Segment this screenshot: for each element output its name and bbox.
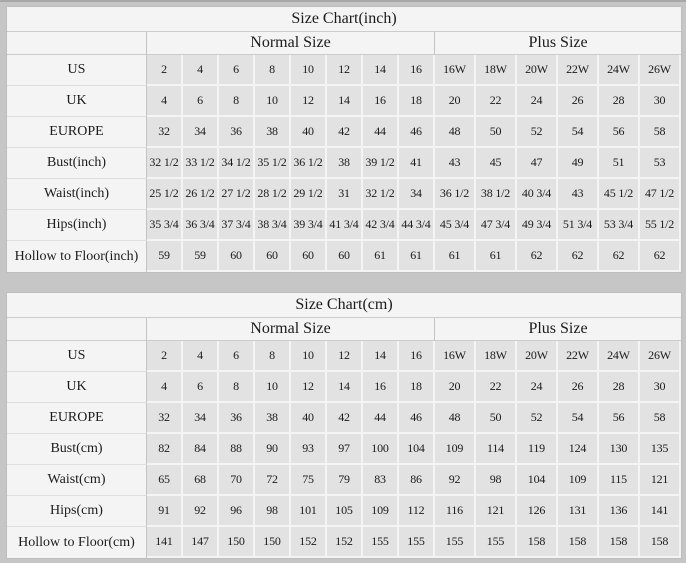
size-cell: 44 [363,117,399,148]
size-cell: 60 [291,241,327,272]
size-cell: 16 [363,86,399,117]
size-cell: 61 [399,241,435,272]
size-cell: 84 [183,434,219,465]
size-cell: 20 [435,372,476,403]
size-cell: 150 [255,527,291,558]
size-cell: 40 [291,403,327,434]
size-cell: 59 [183,241,219,272]
size-cell: 28 1/2 [255,179,291,210]
size-cell: 52 [517,403,558,434]
column-group-plus-size: Plus Size [435,318,681,341]
size-cell: 10 [255,86,291,117]
size-cell: 44 3/4 [399,210,435,241]
size-cell: 47 3/4 [476,210,517,241]
size-cell: 104 [517,465,558,496]
size-cell: 49 [558,148,599,179]
size-cell: 10 [255,372,291,403]
size-cell: 16 [399,341,435,372]
size-cell: 62 [517,241,558,272]
column-group-row [7,318,681,341]
size-cell: 152 [327,527,363,558]
size-cell: 86 [399,465,435,496]
size-cell: 35 1/2 [255,148,291,179]
size-charts-container [0,2,686,563]
size-cell: 115 [599,465,640,496]
column-group-plus-size: Plus Size [435,32,681,55]
size-cell: 28 [599,372,640,403]
size-cell: 104 [399,434,435,465]
size-cell: 39 3/4 [291,210,327,241]
size-cell: 131 [558,496,599,527]
size-cell: 18 [399,86,435,117]
size-cell: 2 [147,55,183,86]
size-cell: 42 [327,403,363,434]
size-cell: 42 [327,117,363,148]
size-cell: 135 [640,434,681,465]
size-cell: 35 3/4 [147,210,183,241]
row-label: Waist(inch) [7,179,147,210]
size-cell: 24 [517,372,558,403]
size-cell: 158 [599,527,640,558]
size-cell: 50 [476,117,517,148]
size-cell: 42 3/4 [363,210,399,241]
size-cell: 101 [291,496,327,527]
size-cell: 38 [327,148,363,179]
title-row [7,7,681,32]
table-row-waist-cm [7,465,681,496]
size-cell: 158 [558,527,599,558]
size-cell: 29 1/2 [291,179,327,210]
size-cell: 8 [255,55,291,86]
size-cell: 46 [399,403,435,434]
size-cell: 91 [147,496,183,527]
size-cell: 6 [183,372,219,403]
size-cell: 26W [640,55,681,86]
size-cell: 155 [399,527,435,558]
size-cell: 18 [399,372,435,403]
size-cell: 62 [558,241,599,272]
size-cell: 50 [476,403,517,434]
size-cell: 56 [599,403,640,434]
size-cell: 61 [435,241,476,272]
row-label: Waist(cm) [7,465,147,496]
size-cell: 109 [435,434,476,465]
size-cell: 34 [183,403,219,434]
size-cell: 14 [327,86,363,117]
size-cell: 22W [558,55,599,86]
table-row-europe [7,403,681,434]
size-cell: 20W [517,341,558,372]
size-cell: 158 [640,527,681,558]
row-label: Hips(inch) [7,210,147,241]
size-cell: 22W [558,341,599,372]
size-cell: 45 [476,148,517,179]
size-cell: 92 [435,465,476,496]
table-row-hips-cm [7,496,681,527]
size-cell: 14 [327,372,363,403]
column-group-normal-size: Normal Size [147,32,435,55]
size-cell: 33 1/2 [183,148,219,179]
size-cell: 54 [558,403,599,434]
size-cell: 34 [183,117,219,148]
size-cell: 32 [147,117,183,148]
size-cell: 30 [640,372,681,403]
size-cell: 82 [147,434,183,465]
size-cell: 54 [558,117,599,148]
size-cell: 16W [435,341,476,372]
size-cell: 43 [558,179,599,210]
size-cell: 22 [476,86,517,117]
size-cell: 14 [363,341,399,372]
size-cell: 8 [255,341,291,372]
size-cell: 4 [147,372,183,403]
size-cell: 20W [517,55,558,86]
size-cell: 38 [255,117,291,148]
size-cell: 36 [219,403,255,434]
size-cell: 58 [640,403,681,434]
size-cell: 38 [255,403,291,434]
size-cell: 90 [255,434,291,465]
size-cell: 141 [640,496,681,527]
size-cell: 75 [291,465,327,496]
table-title: Size Chart(inch) [7,7,681,32]
size-cell: 68 [183,465,219,496]
size-cell: 150 [219,527,255,558]
size-cell: 4 [183,341,219,372]
size-cell: 98 [476,465,517,496]
size-cell: 109 [363,496,399,527]
size-cell: 49 3/4 [517,210,558,241]
size-cell: 65 [147,465,183,496]
size-cell: 79 [327,465,363,496]
size-cell: 24W [599,55,640,86]
size-cell: 60 [255,241,291,272]
size-cell: 158 [517,527,558,558]
size-cell: 60 [219,241,255,272]
size-cell: 44 [363,403,399,434]
size-cell: 39 1/2 [363,148,399,179]
size-cell: 32 [147,403,183,434]
size-cell: 48 [435,117,476,148]
size-cell: 51 3/4 [558,210,599,241]
size-cell: 48 [435,403,476,434]
row-label: Hips(cm) [7,496,147,527]
size-cell: 26 [558,372,599,403]
size-cell: 6 [219,341,255,372]
row-label: EUROPE [7,117,147,148]
size-cell: 97 [327,434,363,465]
table-row-waist-inch [7,179,681,210]
size-cell: 36 1/2 [291,148,327,179]
row-label: UK [7,372,147,403]
size-cell: 59 [147,241,183,272]
size-cell: 114 [476,434,517,465]
size-cell: 12 [291,86,327,117]
size-cell: 30 [640,86,681,117]
size-cell: 12 [327,341,363,372]
size-cell: 40 3/4 [517,179,558,210]
size-cell: 47 1/2 [640,179,681,210]
size-cell: 72 [255,465,291,496]
size-cell: 22 [476,372,517,403]
size-cell: 109 [558,465,599,496]
size-cell: 40 [291,117,327,148]
size-cell: 14 [363,55,399,86]
size-cell: 20 [435,86,476,117]
size-cell: 10 [291,341,327,372]
size-cell: 26W [640,341,681,372]
row-label: EUROPE [7,403,147,434]
size-cell: 136 [599,496,640,527]
size-cell: 88 [219,434,255,465]
row-label: Hollow to Floor(inch) [7,241,147,272]
size-cell: 56 [599,117,640,148]
size-cell: 124 [558,434,599,465]
table-row-hollow-to-floor-cm [7,527,681,558]
table-title: Size Chart(cm) [7,293,681,318]
size-cell: 16 [363,372,399,403]
size-cell: 45 1/2 [599,179,640,210]
size-cell: 36 1/2 [435,179,476,210]
size-cell: 121 [476,496,517,527]
title-row [7,293,681,318]
size-cell: 46 [399,117,435,148]
size-cell: 47 [517,148,558,179]
table-row-europe [7,117,681,148]
size-cell: 36 3/4 [183,210,219,241]
size-cell: 61 [476,241,517,272]
size-cell: 26 [558,86,599,117]
size-cell: 32 1/2 [363,179,399,210]
column-group-row [7,32,681,55]
size-cell: 43 [435,148,476,179]
size-cell: 55 1/2 [640,210,681,241]
size-cell: 24 [517,86,558,117]
size-cell: 112 [399,496,435,527]
size-cell: 60 [327,241,363,272]
size-cell: 36 [219,117,255,148]
size-cell: 121 [640,465,681,496]
size-cell: 16 [399,55,435,86]
size-cell: 4 [183,55,219,86]
table-row-bust-inch [7,148,681,179]
size-cell: 18W [476,341,517,372]
corner-cell [7,32,147,55]
size-cell: 130 [599,434,640,465]
size-cell: 12 [327,55,363,86]
size-cell: 38 1/2 [476,179,517,210]
size-cell: 92 [183,496,219,527]
size-cell: 155 [363,527,399,558]
table-row-hollow-to-floor-inch [7,241,681,272]
table-row-uk [7,372,681,403]
size-cell: 32 1/2 [147,148,183,179]
table-row-hips-inch [7,210,681,241]
size-cell: 62 [599,241,640,272]
size-cell: 70 [219,465,255,496]
size-cell: 28 [599,86,640,117]
size-cell: 41 [399,148,435,179]
size-cell: 34 [399,179,435,210]
table-row-us [7,55,681,86]
size-cell: 116 [435,496,476,527]
row-label: Hollow to Floor(cm) [7,527,147,558]
size-cell: 100 [363,434,399,465]
size-cell: 52 [517,117,558,148]
size-cell: 8 [219,372,255,403]
size-cell: 6 [219,55,255,86]
size-cell: 27 1/2 [219,179,255,210]
corner-cell [7,318,147,341]
size-cell: 37 3/4 [219,210,255,241]
table-size-chart-cm [6,292,682,559]
size-cell: 62 [640,241,681,272]
size-cell: 26 1/2 [183,179,219,210]
size-cell: 24W [599,341,640,372]
row-label: US [7,55,147,86]
size-cell: 45 3/4 [435,210,476,241]
row-label: US [7,341,147,372]
size-cell: 25 1/2 [147,179,183,210]
size-cell: 41 3/4 [327,210,363,241]
size-cell: 155 [435,527,476,558]
size-cell: 105 [327,496,363,527]
size-cell: 12 [291,372,327,403]
size-cell: 10 [291,55,327,86]
table-row-uk [7,86,681,117]
size-cell: 16W [435,55,476,86]
size-cell: 119 [517,434,558,465]
size-cell: 126 [517,496,558,527]
row-label: UK [7,86,147,117]
row-label: Bust(cm) [7,434,147,465]
size-cell: 98 [255,496,291,527]
column-group-normal-size: Normal Size [147,318,435,341]
table-row-us [7,341,681,372]
size-cell: 38 3/4 [255,210,291,241]
size-cell: 141 [147,527,183,558]
size-cell: 96 [219,496,255,527]
size-cell: 155 [476,527,517,558]
size-cell: 58 [640,117,681,148]
size-cell: 18W [476,55,517,86]
row-label: Bust(inch) [7,148,147,179]
size-cell: 4 [147,86,183,117]
size-cell: 61 [363,241,399,272]
size-cell: 152 [291,527,327,558]
size-cell: 6 [183,86,219,117]
size-cell: 8 [219,86,255,117]
size-cell: 53 [640,148,681,179]
size-cell: 147 [183,527,219,558]
table-size-chart-inch [6,6,682,273]
size-cell: 31 [327,179,363,210]
size-cell: 51 [599,148,640,179]
size-cell: 34 1/2 [219,148,255,179]
size-cell: 53 3/4 [599,210,640,241]
table-row-bust-cm [7,434,681,465]
size-cell: 2 [147,341,183,372]
size-cell: 93 [291,434,327,465]
size-cell: 83 [363,465,399,496]
